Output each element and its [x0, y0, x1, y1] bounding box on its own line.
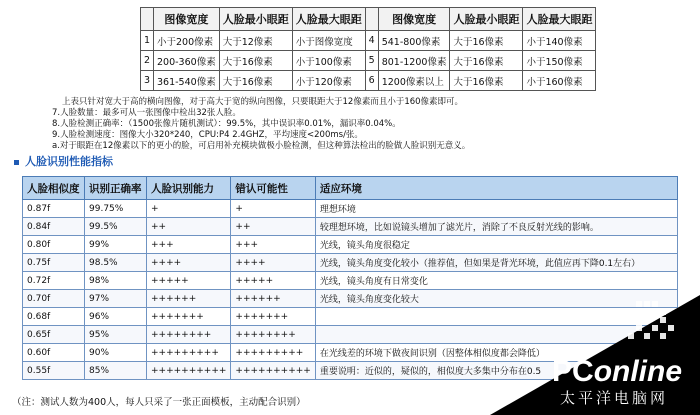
table-cell: 99.5%	[85, 218, 147, 236]
table-cell: 大于16像素	[219, 71, 292, 91]
table-row	[23, 200, 678, 218]
table-row	[23, 272, 678, 290]
row-number: 5	[365, 51, 378, 71]
note-line: 上表只针对宽大于高的横向图像，对于高大于宽的纵向图像，只要眼距大于12像素而且小于160像素即可。	[62, 97, 464, 107]
table-cell: ++	[231, 218, 315, 236]
spec-notes	[52, 97, 470, 152]
size-table	[140, 7, 596, 91]
table-cell: 0.68f	[23, 308, 85, 326]
table-cell: +++++++	[147, 308, 231, 326]
table-cell: 光线，镜头角度变化较小（推荐值，但如果是背光环境，此值应再下降0.1左右）	[315, 254, 677, 272]
pconline-watermark-logo	[460, 295, 700, 415]
table-cell: 小于160像素	[523, 71, 596, 91]
header-cell: 人脸最小眼距	[450, 8, 523, 31]
header-cell: 人脸最大眼距	[523, 8, 596, 31]
table-cell: 0.80f	[23, 236, 85, 254]
header-cell: 图像宽度	[154, 8, 220, 31]
section-title	[14, 153, 113, 169]
table-cell: +++++++++	[147, 344, 231, 362]
header-cell: 适应环境	[315, 177, 677, 200]
table-cell: ++++++	[147, 290, 231, 308]
row-number: 1	[141, 31, 154, 51]
bullet-icon	[14, 160, 19, 165]
header-cell: 人脸相似度	[23, 177, 85, 200]
table-cell: 小于200像素	[154, 31, 220, 51]
table-row	[23, 236, 678, 254]
table-cell: 95%	[85, 326, 147, 344]
table-cell: 小于120像素	[292, 71, 365, 91]
table-cell: 光线，镜头角度有日常变化	[315, 272, 677, 290]
table-cell: ++++++	[231, 290, 315, 308]
table-row	[23, 218, 678, 236]
watermark-tagline: 太平洋电脑网	[560, 389, 669, 407]
table-cell: 大于12像素	[219, 31, 292, 51]
table-cell: ++	[147, 218, 231, 236]
table-cell: 大于16像素	[450, 31, 523, 51]
table-cell: 光线，镜头角度变化较大	[315, 290, 677, 308]
table-cell: 小于图像宽度	[292, 31, 365, 51]
table-cell: 90%	[85, 344, 147, 362]
table-cell: 0.65f	[23, 326, 85, 344]
table-cell: +++++	[231, 272, 315, 290]
table-cell: 小于100像素	[292, 51, 365, 71]
table-cell: 0.72f	[23, 272, 85, 290]
table-cell: 重要说明：近似的，疑似的，相似度大多集中分布在0.5	[315, 362, 677, 380]
header-cell: 识别正确率	[85, 177, 147, 200]
table-cell: 大于16像素	[450, 71, 523, 91]
note-line: a.对于眼距在12像素以下的更小的脸，可启用补充模块做极小脸检测，但这种算法检出的脸做人脸识别无意义。	[52, 141, 471, 151]
table-cell: 理想环境	[315, 200, 677, 218]
table-cell: 在光线差的环境下做夜间识别（因整体相似度都会降低）	[315, 344, 677, 362]
header-cell-blank	[141, 8, 154, 31]
header-cell: 错认可能性	[231, 177, 315, 200]
row-number: 6	[365, 71, 378, 91]
table-row	[141, 71, 596, 91]
table-cell: 0.75f	[23, 254, 85, 272]
table-cell: 801-1200像素	[378, 51, 450, 71]
table-cell: ++++	[147, 254, 231, 272]
table-cell: 361-540像素	[154, 71, 220, 91]
row-number: 2	[141, 51, 154, 71]
row-number: 3	[141, 71, 154, 91]
header-cell-blank	[365, 8, 378, 31]
table-cell: 0.55f	[23, 362, 85, 380]
note-line: 9.人脸检测速度：图像大小320*240，CPU:P4 2.4GHZ，平均速度<200ms/张。	[52, 130, 363, 140]
table-cell: 0.60f	[23, 344, 85, 362]
table-cell: 0.84f	[23, 218, 85, 236]
table-cell: +	[231, 200, 315, 218]
table-cell: 99.75%	[85, 200, 147, 218]
table-cell: ++++++++++	[231, 362, 315, 380]
table-cell: 99%	[85, 236, 147, 254]
table-cell: +	[147, 200, 231, 218]
table-row	[23, 254, 678, 272]
watermark-brand: PConline	[552, 355, 683, 388]
header-cell: 图像宽度	[378, 8, 450, 31]
table-cell: 1200像素以上	[378, 71, 450, 91]
table-cell: ++++++++	[231, 326, 315, 344]
table-cell: 85%	[85, 362, 147, 380]
size-table-header	[141, 8, 596, 31]
table-cell: ++++	[231, 254, 315, 272]
table-cell: +++	[147, 236, 231, 254]
table-cell: 200-360像素	[154, 51, 220, 71]
header-cell: 人脸最大眼距	[292, 8, 365, 31]
note-line: 8.人脸检测正确率：（1500张像片随机测试）：99.5%，其中误识率0.01%，漏识率0.04%。	[52, 119, 401, 129]
table-cell: 98.5%	[85, 254, 147, 272]
table-cell: ++++++++	[147, 326, 231, 344]
row-number: 4	[365, 31, 378, 51]
table-cell: 0.87f	[23, 200, 85, 218]
table-cell: 98%	[85, 272, 147, 290]
note-line: 7.人脸数量：最多可从一张图像中检出32张人脸。	[52, 108, 241, 118]
table-cell: ++++++++++	[147, 362, 231, 380]
table-cell: 大于16像素	[450, 51, 523, 71]
header-cell: 人脸识别能力	[147, 177, 231, 200]
table-cell: +++++++	[231, 308, 315, 326]
table-cell: 小于150像素	[523, 51, 596, 71]
table-cell: 小于140像素	[523, 31, 596, 51]
footnote: （注：测试人数为400人，每人只采了一张正面模板，主动配合识别）	[12, 397, 306, 408]
table-row	[141, 31, 596, 51]
table-cell: +++	[231, 236, 315, 254]
header-cell: 人脸最小眼距	[219, 8, 292, 31]
table-cell: +++++++++	[231, 344, 315, 362]
table-cell: 97%	[85, 290, 147, 308]
section-title-text: 人脸识别性能指标	[25, 155, 113, 168]
table-row	[141, 51, 596, 71]
table-cell: +++++	[147, 272, 231, 290]
table-cell: 较理想环境，比如说镜头增加了滤光片，消除了不良反射光线的影响。	[315, 218, 677, 236]
table-cell: 0.70f	[23, 290, 85, 308]
performance-table-header	[23, 177, 678, 200]
table-cell: 光线，镜头角度很稳定	[315, 236, 677, 254]
table-cell: 96%	[85, 308, 147, 326]
table-cell: 大于16像素	[219, 51, 292, 71]
table-cell: 541-800像素	[378, 31, 450, 51]
